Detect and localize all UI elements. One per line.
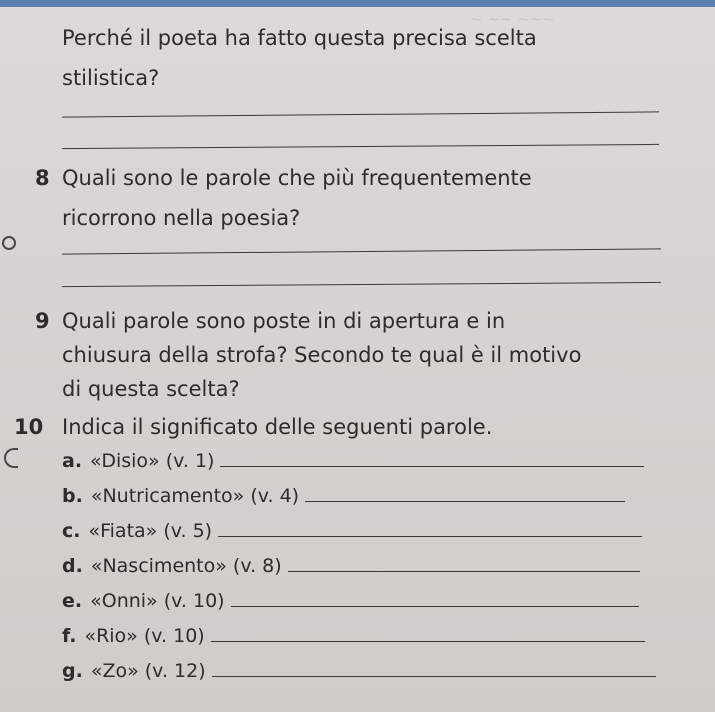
item-letter: b. xyxy=(62,485,83,507)
item-word: «Onni» (v. 10) xyxy=(90,590,225,612)
word-item xyxy=(62,520,642,542)
answer-line xyxy=(62,248,661,254)
item-letter: d. xyxy=(62,555,83,577)
answer-line xyxy=(212,675,656,677)
question-number: 8 xyxy=(35,166,50,190)
answer-line xyxy=(211,640,645,642)
intro-question-line-1: Perché il poeta ha fatto questa precisa scelta xyxy=(62,26,537,50)
question-9-line-2: chiusura della strofa? Secondo te qual è il motivo xyxy=(62,343,582,367)
answer-line xyxy=(62,282,661,287)
item-word: «Zo» (v. 12) xyxy=(90,660,206,682)
item-word: «Rio» (v. 10) xyxy=(84,625,205,647)
question-8-line-1: Quali sono le parole che più frequentemente xyxy=(62,166,532,190)
answer-line xyxy=(218,535,642,537)
answer-line xyxy=(62,111,659,117)
question-8-line-2: ricorrono nella poesia? xyxy=(62,206,301,230)
answer-line xyxy=(305,500,625,502)
question-9-line-1: Quali parole sono poste in di apertura e in xyxy=(62,309,506,333)
question-number: 9 xyxy=(35,309,50,333)
item-word: «Nascimento» (v. 8) xyxy=(90,555,282,577)
binder-hook-mark xyxy=(4,448,18,468)
item-letter: c. xyxy=(62,520,81,542)
answer-line xyxy=(62,144,659,149)
item-letter: e. xyxy=(62,590,83,612)
question-10-text: Indica il significato delle seguenti parole. xyxy=(62,415,493,439)
question-9-line-3: di questa scelta? xyxy=(62,377,240,401)
item-word: «Nutricamento» (v. 4) xyxy=(90,485,300,507)
intro-question-line-2: stilistica? xyxy=(62,66,160,90)
answer-line xyxy=(288,570,640,572)
word-item xyxy=(62,555,640,577)
word-item xyxy=(62,590,639,612)
item-letter: a. xyxy=(62,450,83,472)
show-through-texture: ~ ~~ ~~~ xyxy=(470,10,555,28)
question-number: 10 xyxy=(14,415,44,439)
page-top-edge xyxy=(0,0,715,7)
word-item xyxy=(62,450,644,472)
answer-line xyxy=(231,605,639,607)
word-item xyxy=(62,625,645,647)
word-item xyxy=(62,485,625,507)
binder-ring-mark xyxy=(2,236,16,250)
item-word: «Fiata» (v. 5) xyxy=(88,520,213,542)
word-item xyxy=(62,660,656,682)
item-word: «Disio» (v. 1) xyxy=(90,450,215,472)
item-letter: g. xyxy=(62,660,83,682)
answer-line xyxy=(220,465,644,467)
item-letter: f. xyxy=(62,625,77,647)
